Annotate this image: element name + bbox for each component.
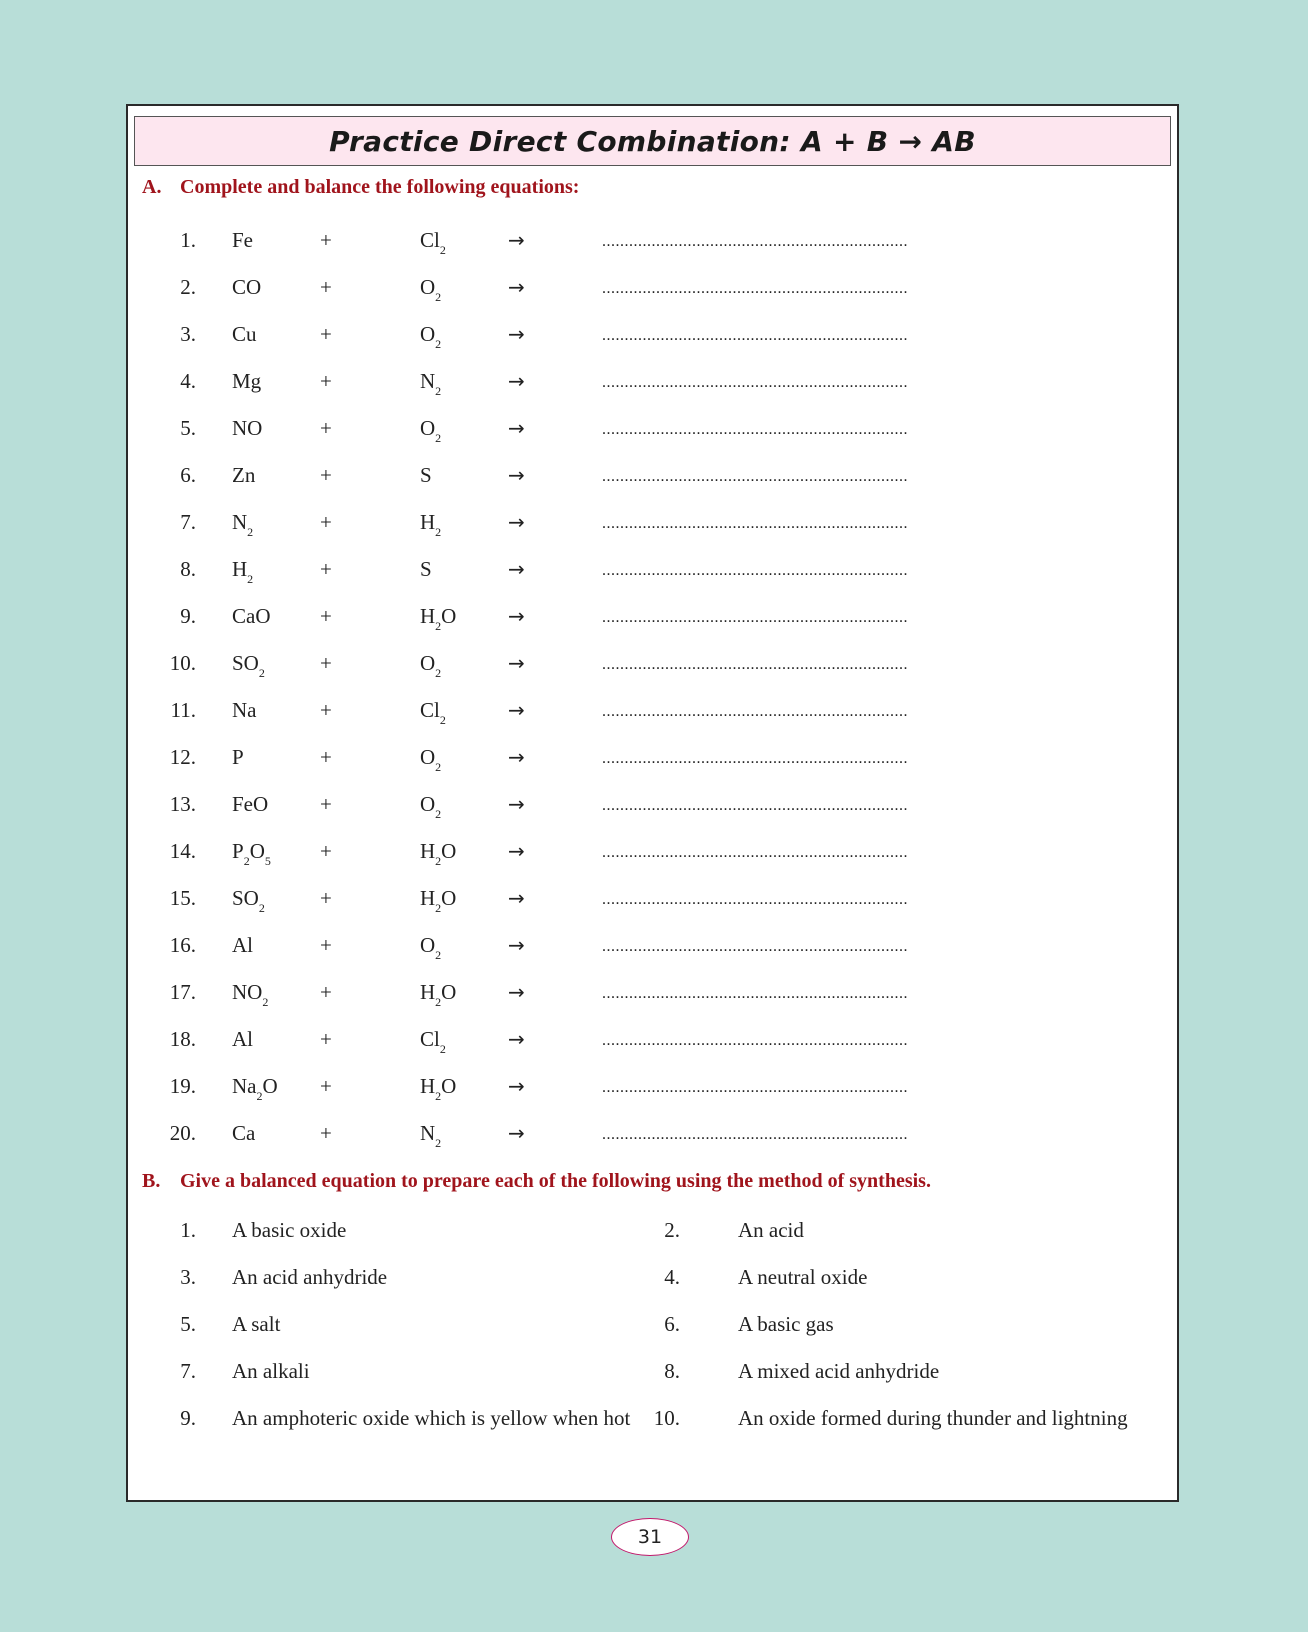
formula-subscript: 2	[435, 1136, 442, 1150]
formula-subscript: 2	[435, 431, 442, 445]
formula-text: Cl	[420, 1027, 440, 1051]
formula-text: Na	[232, 1074, 257, 1098]
synthesis-row	[128, 1358, 1177, 1407]
answer-blank[interactable]: ....................................................................	[602, 374, 908, 391]
arrow-icon: →	[508, 1074, 525, 1098]
plus-sign: +	[320, 463, 332, 487]
equation-number: 6.	[180, 463, 196, 487]
formula-text: O	[420, 416, 436, 440]
answer-blank[interactable]: ....................................................................	[602, 1032, 908, 1049]
arrow-icon: →	[508, 228, 525, 252]
formula-text: O	[441, 1074, 457, 1098]
formula-subscript: 2	[258, 666, 265, 680]
answer-blank[interactable]: ....................................................................	[602, 233, 908, 250]
equation-number: 15.	[169, 886, 196, 910]
formula-text: N	[420, 369, 436, 393]
formula-text: Cl	[420, 698, 440, 722]
synthesis-item-number: 2.	[664, 1218, 680, 1242]
plus-sign: +	[320, 416, 332, 440]
formula-text: H	[420, 604, 436, 628]
answer-blank[interactable]: ....................................................................	[602, 468, 908, 485]
synthesis-item-number: 8.	[664, 1359, 680, 1383]
reactant-a	[232, 1026, 253, 1052]
equation-number: 5.	[180, 416, 196, 440]
reactant-a	[232, 791, 268, 817]
reactant-b	[420, 1073, 456, 1109]
equation-row	[128, 321, 1177, 370]
formula-subscript: 2	[435, 854, 442, 868]
reactant-b	[420, 556, 432, 582]
answer-blank[interactable]: ....................................................................	[602, 656, 908, 673]
equation-number: 2.	[180, 275, 196, 299]
formula-subscript: 2	[435, 384, 442, 398]
formula-text: O	[249, 839, 265, 863]
reactant-a	[232, 321, 257, 347]
formula-subscript: 2	[435, 760, 442, 774]
equation-row	[128, 274, 1177, 323]
plus-sign: +	[320, 557, 332, 581]
equation-row	[128, 415, 1177, 464]
synthesis-item-number: 10.	[653, 1406, 680, 1430]
reactant-a	[232, 885, 265, 921]
equation-row	[128, 791, 1177, 840]
reactant-b	[420, 885, 456, 921]
reactant-b	[420, 1026, 446, 1062]
synthesis-row	[128, 1264, 1177, 1313]
formula-subscript: 2	[262, 995, 269, 1009]
arrow-icon: →	[508, 510, 525, 534]
answer-blank[interactable]: ....................................................................	[602, 515, 908, 532]
plus-sign: +	[320, 510, 332, 534]
reactant-a	[232, 462, 255, 488]
equation-number: 8.	[180, 557, 196, 581]
section-b-heading	[142, 1170, 931, 1193]
formula-text: O	[420, 275, 436, 299]
reactant-a	[232, 603, 271, 629]
arrow-icon: →	[508, 463, 525, 487]
synthesis-item-number: 5.	[180, 1312, 196, 1336]
equation-row	[128, 1120, 1177, 1169]
plus-sign: +	[320, 698, 332, 722]
plus-sign: +	[320, 980, 332, 1004]
formula-subscript: 2	[435, 666, 442, 680]
plus-sign: +	[320, 745, 332, 769]
formula-subscript: 2	[435, 1089, 442, 1103]
formula-subscript: 2	[247, 572, 254, 586]
formula-text: Cu	[232, 322, 257, 346]
reactant-a	[232, 838, 271, 874]
answer-blank[interactable]: ....................................................................	[602, 797, 908, 814]
arrow-icon: →	[508, 369, 525, 393]
formula-text: O	[441, 604, 457, 628]
equation-number: 19.	[169, 1074, 196, 1098]
reactant-b	[420, 603, 456, 639]
plus-sign: +	[320, 933, 332, 957]
formula-text: Zn	[232, 463, 256, 487]
equation-row	[128, 697, 1177, 746]
formula-text: P	[232, 839, 244, 863]
equation-number: 11.	[170, 698, 196, 722]
formula-text: NO	[232, 416, 263, 440]
section-b-heading-text: Give a balanced equation to prepare each of the following using the method of synthesis.	[180, 1170, 931, 1192]
formula-text: S	[420, 557, 432, 581]
arrow-icon: →	[508, 933, 525, 957]
equation-number: 1.	[180, 228, 196, 252]
formula-subscript: 2	[435, 807, 442, 821]
formula-text: O	[262, 1074, 278, 1098]
formula-subscript: 2	[435, 948, 442, 962]
plus-sign: +	[320, 839, 332, 863]
arrow-icon: →	[508, 416, 525, 440]
formula-text: O	[420, 745, 436, 769]
reactant-b	[420, 368, 441, 404]
equation-number: 20.	[169, 1121, 196, 1145]
reactant-a	[232, 509, 253, 545]
formula-subscript: 2	[258, 901, 265, 915]
reactant-b	[420, 838, 456, 874]
equation-row	[128, 227, 1177, 276]
reactant-b	[420, 791, 441, 827]
equation-row	[128, 1026, 1177, 1075]
synthesis-item-number: 4.	[664, 1265, 680, 1289]
plus-sign: +	[320, 886, 332, 910]
answer-blank[interactable]: ....................................................................	[602, 985, 908, 1002]
page-number: 31	[611, 1518, 689, 1556]
formula-subscript: 2	[439, 1042, 446, 1056]
answer-blank[interactable]: ....................................................................	[602, 609, 908, 626]
formula-text: SO	[232, 886, 259, 910]
arrow-icon: →	[508, 792, 525, 816]
synthesis-item-text: A basic gas	[738, 1312, 834, 1336]
reactant-a	[232, 744, 244, 770]
formula-text: NO	[232, 980, 263, 1004]
arrow-icon: →	[508, 651, 525, 675]
plus-sign: +	[320, 322, 332, 346]
synthesis-item-text: An amphoteric oxide which is yellow when hot	[232, 1406, 631, 1430]
arrow-icon: →	[508, 604, 525, 628]
formula-subscript: 2	[435, 901, 442, 915]
formula-subscript: 2	[439, 713, 446, 727]
answer-blank[interactable]: ....................................................................	[602, 1079, 908, 1096]
reactant-b	[420, 274, 441, 310]
formula-text: Al	[232, 933, 253, 957]
synthesis-item-number: 3.	[180, 1265, 196, 1289]
equation-number: 12.	[169, 745, 196, 769]
formula-text: H	[420, 980, 436, 1004]
plus-sign: +	[320, 1121, 332, 1145]
answer-blank[interactable]: ....................................................................	[602, 1126, 908, 1143]
synthesis-row	[128, 1311, 1177, 1360]
reactant-b	[420, 227, 446, 263]
section-b-letter: B.	[142, 1170, 161, 1192]
equation-row	[128, 650, 1177, 699]
reactant-b	[420, 650, 441, 686]
formula-text: O	[420, 322, 436, 346]
formula-subscript: 2	[243, 854, 250, 868]
reactant-a	[232, 1120, 255, 1146]
equation-number: 9.	[180, 604, 196, 628]
answer-blank[interactable]: ....................................................................	[602, 844, 908, 861]
equation-number: 17.	[169, 980, 196, 1004]
plus-sign: +	[320, 1074, 332, 1098]
formula-text: H	[420, 839, 436, 863]
answer-blank[interactable]: ....................................................................	[602, 421, 908, 438]
formula-text: O	[420, 933, 436, 957]
reactant-b	[420, 509, 441, 545]
reactant-b	[420, 744, 441, 780]
equation-number: 16.	[169, 933, 196, 957]
equation-row	[128, 556, 1177, 605]
synthesis-item-number: 1.	[180, 1218, 196, 1242]
page-title: Practice Direct Combination: A + B → AB	[329, 124, 976, 158]
equation-row	[128, 744, 1177, 793]
reactant-b	[420, 415, 441, 451]
formula-text: Cl	[420, 228, 440, 252]
synthesis-item-text: An alkali	[232, 1359, 310, 1383]
formula-text: O	[441, 886, 457, 910]
formula-subscript: 2	[435, 290, 442, 304]
reactant-b	[420, 697, 446, 733]
section-a-letter: A.	[142, 176, 162, 198]
title-banner	[134, 116, 1171, 166]
answer-blank[interactable]: ....................................................................	[602, 280, 908, 297]
formula-text: CaO	[232, 604, 271, 628]
equation-row	[128, 838, 1177, 887]
equation-number: 18.	[169, 1027, 196, 1051]
equation-number: 4.	[180, 369, 196, 393]
synthesis-item-text: A basic oxide	[232, 1218, 347, 1242]
formula-subscript: 2	[247, 525, 254, 539]
synthesis-item-number: 6.	[664, 1312, 680, 1336]
equation-number: 7.	[180, 510, 196, 534]
arrow-icon: →	[508, 275, 525, 299]
reactant-a	[232, 368, 261, 394]
section-a-heading-text: Complete and balance the following equations:	[180, 176, 580, 198]
answer-blank[interactable]: ....................................................................	[602, 891, 908, 908]
answer-blank[interactable]: ....................................................................	[602, 327, 908, 344]
reactant-b	[420, 979, 456, 1015]
formula-text: Ca	[232, 1121, 256, 1145]
formula-subscript: 2	[435, 525, 442, 539]
equation-number: 14.	[169, 839, 196, 863]
equation-row	[128, 509, 1177, 558]
equation-number: 10.	[169, 651, 196, 675]
reactant-a	[232, 650, 265, 686]
arrow-icon: →	[508, 1121, 525, 1145]
answer-blank[interactable]: ....................................................................	[602, 938, 908, 955]
equation-row	[128, 368, 1177, 417]
reactant-b	[420, 321, 441, 357]
formula-text: FeO	[232, 792, 269, 816]
arrow-icon: →	[508, 980, 525, 1004]
synthesis-item-text: A salt	[232, 1312, 281, 1336]
plus-sign: +	[320, 651, 332, 675]
reactant-a	[232, 415, 262, 441]
formula-text: P	[232, 745, 244, 769]
reactant-b	[420, 932, 441, 968]
synthesis-item-number: 7.	[180, 1359, 196, 1383]
formula-text: O	[420, 792, 436, 816]
equation-row	[128, 462, 1177, 511]
synthesis-row	[128, 1405, 1177, 1454]
reactant-a	[232, 556, 253, 592]
formula-text: N	[232, 510, 248, 534]
worksheet-page	[126, 104, 1179, 1502]
plus-sign: +	[320, 604, 332, 628]
equation-row	[128, 979, 1177, 1028]
synthesis-item-text: An oxide formed during thunder and lightning	[738, 1406, 1128, 1430]
formula-subscript: 2	[435, 337, 442, 351]
arrow-icon: →	[508, 322, 525, 346]
synthesis-item-text: A mixed acid anhydride	[738, 1359, 940, 1383]
formula-text: Mg	[232, 369, 262, 393]
equation-row	[128, 885, 1177, 934]
section-a-heading	[142, 176, 579, 199]
synthesis-item-text: A neutral oxide	[738, 1265, 868, 1289]
formula-text: H	[420, 886, 436, 910]
plus-sign: +	[320, 228, 332, 252]
equation-number: 3.	[180, 322, 196, 346]
reactant-a	[232, 227, 253, 253]
formula-text: H	[420, 510, 436, 534]
formula-text: Fe	[232, 228, 253, 252]
reactant-b	[420, 1120, 441, 1156]
formula-text: O	[420, 651, 436, 675]
arrow-icon: →	[508, 839, 525, 863]
reactant-b	[420, 462, 432, 488]
synthesis-item-text: An acid anhydride	[232, 1265, 388, 1289]
formula-subscript: 2	[435, 995, 442, 1009]
equation-row	[128, 1073, 1177, 1122]
formula-text: Na	[232, 698, 257, 722]
reactant-a	[232, 697, 257, 723]
plus-sign: +	[320, 369, 332, 393]
formula-subscript: 2	[439, 243, 446, 257]
formula-text: H	[420, 1074, 436, 1098]
arrow-icon: →	[508, 745, 525, 769]
formula-text: S	[420, 463, 432, 487]
synthesis-row	[128, 1217, 1177, 1266]
formula-subscript: 5	[264, 854, 271, 868]
plus-sign: +	[320, 1027, 332, 1051]
answer-blank[interactable]: ....................................................................	[602, 703, 908, 720]
answer-blank[interactable]: ....................................................................	[602, 562, 908, 579]
reactant-a	[232, 932, 253, 958]
plus-sign: +	[320, 792, 332, 816]
synthesis-item-text: An acid	[738, 1218, 804, 1242]
arrow-icon: →	[508, 886, 525, 910]
reactant-a	[232, 274, 261, 300]
formula-text: H	[232, 557, 248, 581]
reactant-a	[232, 979, 268, 1015]
formula-text: O	[441, 980, 457, 1004]
formula-text: SO	[232, 651, 259, 675]
formula-text: O	[441, 839, 457, 863]
answer-blank[interactable]: ....................................................................	[602, 750, 908, 767]
arrow-icon: →	[508, 698, 525, 722]
formula-text: CO	[232, 275, 262, 299]
formula-subscript: 2	[256, 1089, 263, 1103]
equation-row	[128, 603, 1177, 652]
formula-text: Al	[232, 1027, 253, 1051]
reactant-a	[232, 1073, 278, 1109]
synthesis-item-number: 9.	[180, 1406, 196, 1430]
arrow-icon: →	[508, 1027, 525, 1051]
formula-subscript: 2	[435, 619, 442, 633]
arrow-icon: →	[508, 557, 525, 581]
equation-row	[128, 932, 1177, 981]
equation-number: 13.	[169, 792, 196, 816]
plus-sign: +	[320, 275, 332, 299]
formula-text: N	[420, 1121, 436, 1145]
